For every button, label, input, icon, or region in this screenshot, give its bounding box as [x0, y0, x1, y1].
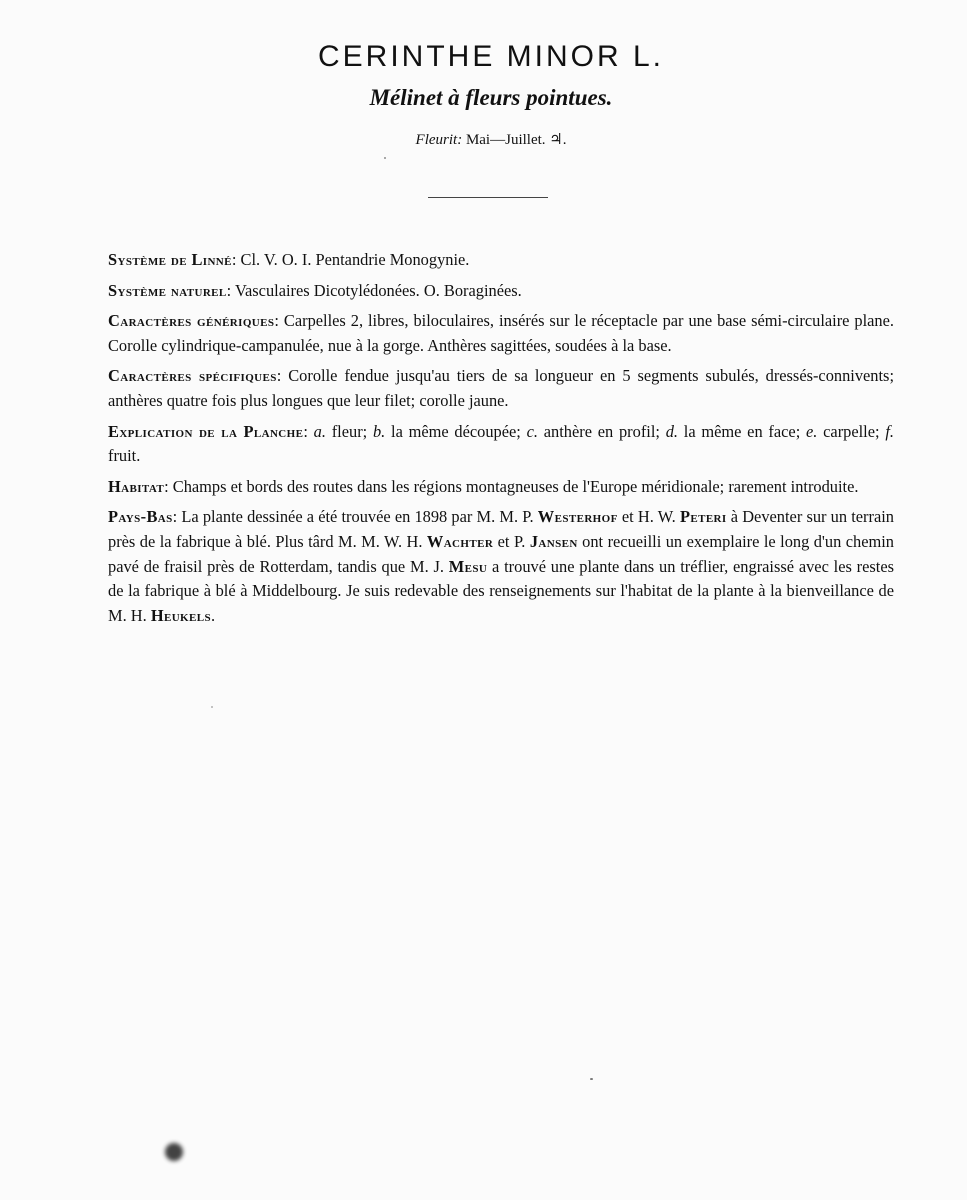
explication-e-text: carpelle; — [817, 421, 886, 441]
explication-b-text: la même découpée; — [385, 421, 527, 441]
explication-e-letter: e. — [806, 421, 818, 441]
paysbas-text-7: . — [211, 605, 216, 625]
paysbas-label: Pays-Bas — [108, 507, 173, 527]
paysbas-name-westerhof: Westerhof — [537, 507, 618, 527]
paragraph-paysbas — [108, 505, 894, 628]
explication-label: Explication de la Planche — [108, 421, 304, 441]
explication-d-text: la même en face; — [678, 421, 807, 441]
common-name: Mélinet à fleurs pointues. — [369, 85, 613, 110]
paragraph-specifiques — [108, 364, 894, 413]
specifiques-label: Caractères spécifiques — [108, 366, 277, 386]
paragraph-linne — [108, 248, 894, 273]
ink-speck-faint — [211, 706, 213, 708]
paysbas-text-1: : La plante dessinée a été trouvée en 1898 par M. M. P. — [172, 507, 538, 527]
explication-c-letter: c. — [526, 421, 538, 441]
paysbas-text-6: a trouvé une plante dans un tréflier, engraissé avec les restes de la fabrique à blé à Middelbourg. Je suis redevable des renseignements sur l'habitat de la plante à la bienveillance de M. H. — [108, 556, 894, 625]
explication-b-letter: b. — [372, 421, 386, 441]
page-title: CERINTHE MINOR L. — [317, 40, 665, 73]
habitat-label: Habitat — [108, 476, 165, 496]
flowering-period — [0, 130, 967, 149]
flowering-value: Mai—Juillet. ♃. — [465, 132, 567, 148]
explication-f-letter: f. — [885, 421, 894, 441]
ink-speck-small — [384, 157, 386, 159]
linne-text: : Cl. V. O. I. Pentandrie Monogynie. — [231, 250, 470, 269]
paragraph-explication — [108, 420, 894, 469]
paysbas-name-jansen: Jansen — [529, 531, 578, 551]
explication-d-letter: d. — [665, 421, 679, 441]
ink-speck — [165, 1143, 183, 1161]
paysbas-name-mesu: Mesu — [448, 556, 488, 576]
paragraph-generiques — [108, 309, 894, 358]
title-divider — [428, 197, 548, 198]
explication-a-text: fleur; — [325, 421, 373, 441]
paragraph-habitat — [108, 475, 894, 500]
flowering-label: Fleurit: — [415, 132, 463, 148]
explication-c-text: anthère en profil; — [538, 421, 666, 441]
paysbas-name-peteri: Peteri — [679, 507, 727, 527]
paysbas-text-4: et P. — [493, 531, 530, 551]
naturel-text: : Vasculaires Dicotylédonées. O. Boraginées. — [226, 280, 522, 300]
description-body — [108, 248, 894, 634]
paysbas-name-wachter: Wachter — [426, 531, 494, 551]
habitat-text: : Champs et bords des routes dans les régions montagneuses de l'Europe méridionale; rarement introduite. — [164, 476, 859, 496]
specifiques-text: : Corolle fendue jusqu'au tiers de sa longueur en 5 segments subulés, dressés-connivents; anthères quatre fois plus longues que leur filet; corolle jaune. — [108, 366, 894, 410]
ink-speck-tiny — [590, 1078, 593, 1080]
explication-f-text: fruit. — [108, 446, 141, 466]
naturel-label: Système naturel — [108, 280, 227, 300]
linne-label: Système de Linné — [108, 250, 232, 269]
paragraph-naturel — [108, 279, 894, 304]
paysbas-text-5: ont recueilli un exemplaire le long d'un chemin pavé de fraisil près de Rotterdam, tandis que M. J. — [108, 531, 894, 576]
explication-colon: : — [303, 421, 314, 441]
generiques-label: Caractères génériques — [108, 311, 275, 331]
paysbas-text-2: et H. W. — [617, 507, 680, 527]
explication-a-letter: a. — [313, 421, 326, 441]
paysbas-text-3: à Deventer sur un terrain près de la fabrique à blé. Plus târd M. M. W. H. — [108, 507, 894, 551]
paysbas-name-heukels: Heukels — [150, 605, 211, 625]
generiques-text: : Carpelles 2, libres, biloculaires, insérés sur le réceptacle par une base sémi-circulaire plane. Corolle cylindrique-campanulée, nue à la gorge. Anthères sagittées, soudées à la base. — [108, 311, 894, 355]
